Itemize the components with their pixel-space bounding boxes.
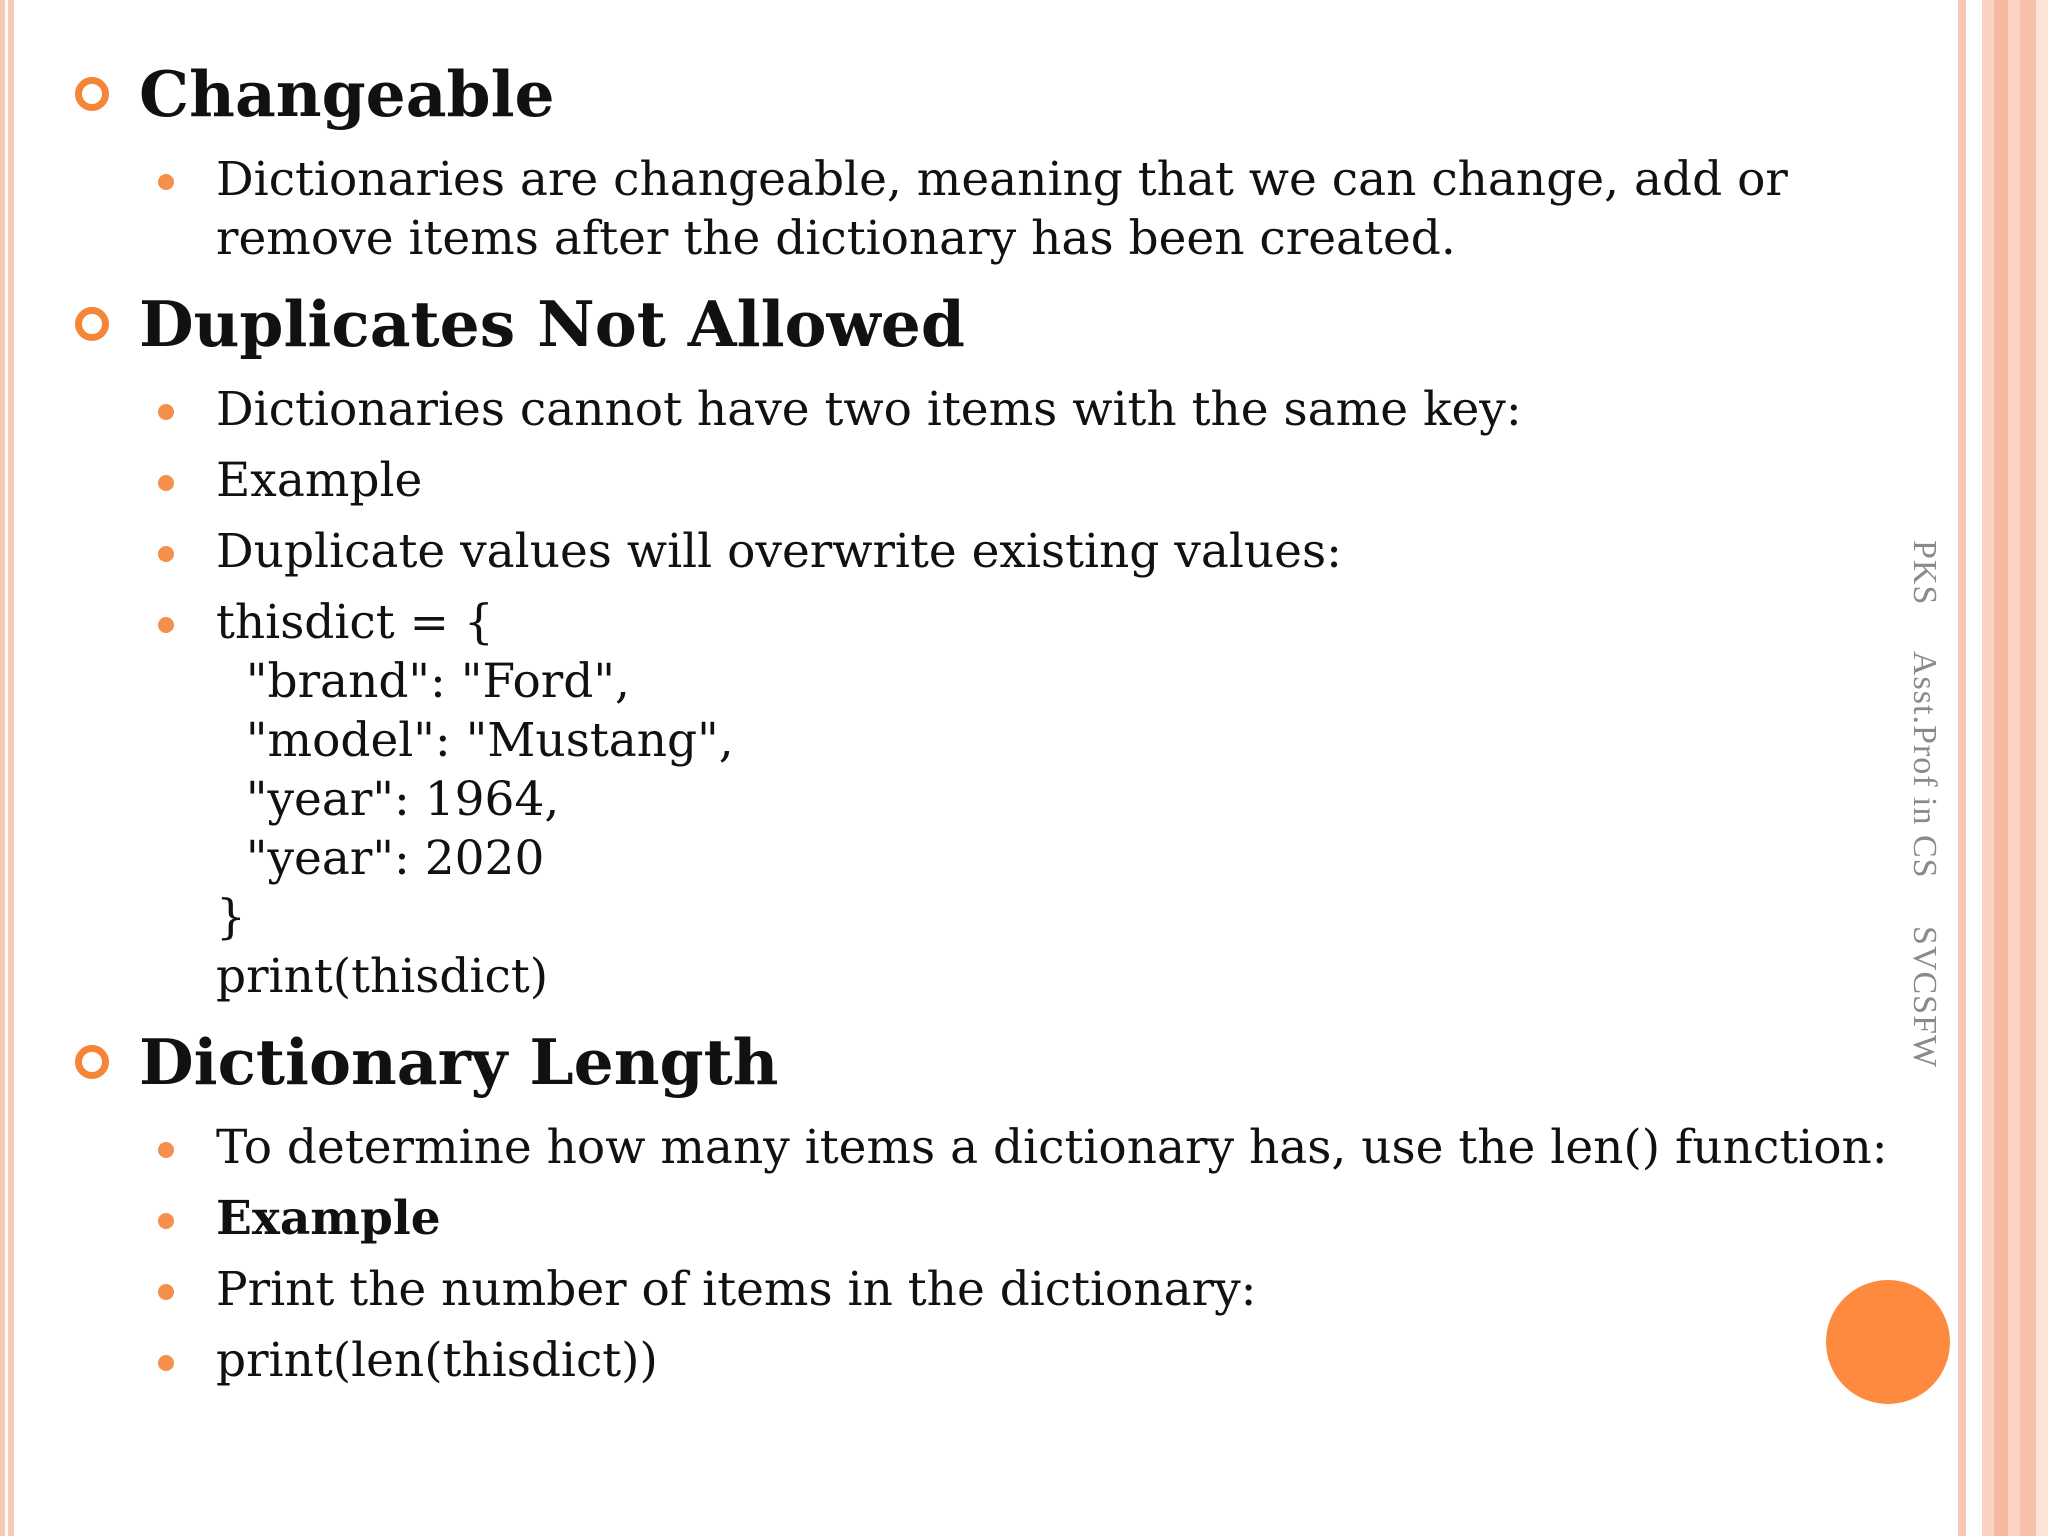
list-item — [60, 1260, 1960, 1319]
section-heading — [60, 1018, 1960, 1106]
bullet-list — [60, 1118, 1960, 1390]
dot-bullet-icon — [158, 617, 174, 633]
heading-text: Dictionary Length — [139, 1025, 779, 1099]
list-item — [60, 1118, 1960, 1177]
section-changeable — [60, 50, 1960, 268]
ring-bullet-icon — [75, 77, 109, 111]
item-text: Print the number of items in the dictionary: — [216, 1262, 1257, 1317]
section-duplicates — [60, 280, 1960, 1006]
slide-content — [60, 50, 1960, 1402]
heading-text: Duplicates Not Allowed — [139, 287, 965, 361]
bullet-list — [60, 150, 1960, 268]
item-text: Dictionaries cannot have two items with the same key: — [216, 382, 1522, 437]
code-line: "year": 1964, — [216, 772, 560, 827]
dot-bullet-icon — [158, 404, 174, 420]
code-block — [60, 652, 1960, 1006]
section-heading — [60, 280, 1960, 368]
section-heading — [60, 50, 1960, 138]
ring-bullet-icon — [75, 307, 109, 341]
bullet-list — [60, 380, 1960, 652]
dot-bullet-icon — [158, 174, 174, 190]
right-border-decoration — [1958, 0, 2048, 1536]
list-item — [60, 380, 1960, 439]
dot-bullet-icon — [158, 1142, 174, 1158]
item-text: To determine how many items a dictionary has, use the len() function: — [216, 1120, 1888, 1175]
list-item — [60, 451, 1960, 510]
heading-text: Changeable — [139, 57, 555, 131]
list-item — [60, 1189, 1960, 1248]
dot-bullet-icon — [158, 475, 174, 491]
dot-bullet-icon — [158, 1284, 174, 1300]
list-item — [60, 522, 1960, 581]
item-text: print(len(thisdict)) — [216, 1333, 658, 1388]
ring-bullet-icon — [75, 1045, 109, 1079]
dot-bullet-icon — [158, 1355, 174, 1371]
author-footer-vertical: PKS Asst.Prof in CS SVCSFW — [1906, 540, 1943, 1069]
dot-bullet-icon — [158, 1213, 174, 1229]
item-text: Dictionaries are changeable, meaning that we can change, add or remove items after the dictionary has been created. — [216, 152, 1788, 266]
dot-bullet-icon — [158, 546, 174, 562]
list-item — [60, 593, 1960, 652]
code-line: "brand": "Ford", — [216, 654, 630, 709]
left-border-decoration — [0, 0, 16, 1536]
item-text: Duplicate values will overwrite existing values: — [216, 524, 1342, 579]
code-line: "model": "Mustang", — [216, 713, 734, 768]
code-line: } — [216, 890, 246, 945]
item-text: Example — [216, 453, 423, 508]
list-item — [60, 1331, 1960, 1390]
decorative-circle — [1826, 1280, 1950, 1404]
item-text: thisdict = { — [216, 595, 494, 650]
code-line: print(thisdict) — [216, 949, 549, 1004]
item-text: Example — [216, 1191, 441, 1246]
code-line: "year": 2020 — [216, 831, 545, 886]
section-dictionary-length — [60, 1018, 1960, 1390]
list-item — [60, 150, 1960, 268]
